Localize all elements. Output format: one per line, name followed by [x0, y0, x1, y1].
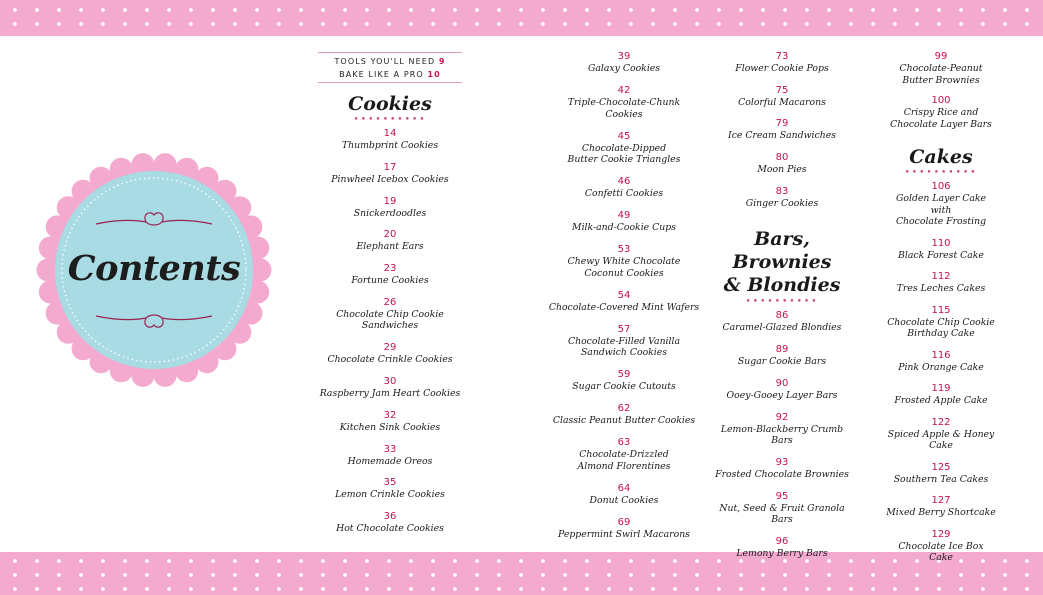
toc-entry[interactable]: [710, 117, 854, 142]
toc-page-number: 69: [617, 516, 631, 528]
toc-entry[interactable]: [312, 161, 468, 186]
toc-recipe-title: Mixed Berry Shortcake: [886, 507, 996, 518]
toc-recipe-title: Flower Cookie Pops: [735, 63, 829, 74]
toc-page-number: 20: [383, 229, 397, 241]
toc-page-number: 127: [931, 495, 951, 506]
toc-recipe-title: Thumbprint Cookies: [341, 140, 439, 151]
toc-page-number: 83: [775, 185, 789, 197]
toc-recipe-title: Donut Cookies: [589, 494, 659, 506]
toc-page-number: 96: [775, 536, 789, 548]
toc-entry[interactable]: [312, 409, 468, 434]
dot-divider: ••••••••••: [904, 168, 978, 178]
toc-page-number: 49: [617, 210, 631, 221]
toc-page-number: 100: [931, 95, 951, 106]
dot-divider: ••••••••••: [745, 297, 819, 308]
toc-page-number: 79: [775, 118, 789, 130]
toc-page-number: 62: [617, 403, 631, 414]
toc-page-number: 80: [775, 152, 789, 164]
toc-entry[interactable]: [312, 375, 468, 400]
toc-page-number: 17: [383, 161, 397, 173]
toc-page-number: 106: [931, 181, 951, 192]
toc-page-number: 29: [383, 342, 397, 354]
toc-page-number: 23: [383, 263, 397, 275]
toc-page-number: 129: [931, 528, 951, 540]
toc-page-number: 36: [383, 511, 397, 523]
toc-page-number: 54: [617, 289, 631, 301]
dot-divider: ••••••••••: [353, 115, 427, 125]
toc-entry[interactable]: [710, 185, 854, 210]
toc-recipe-title: Lemon-Blackberry Crumb Bars: [720, 423, 844, 447]
intro-label: BAKE LIKE A PRO: [339, 70, 424, 79]
toc-recipe-title: Galaxy Cookies: [587, 63, 661, 74]
toc-page-number: 42: [617, 85, 631, 96]
toc-entry[interactable]: [312, 127, 468, 152]
toc-entry[interactable]: [312, 296, 468, 332]
toc-recipe-title: Nut, Seed & Fruit Granola Bars: [719, 502, 845, 526]
toc-page-number: 64: [617, 482, 631, 494]
toc-entry[interactable]: [312, 341, 468, 366]
toc-recipe-title: Crispy Rice and Chocolate Layer Bars: [890, 107, 992, 130]
toc-page-number: 53: [617, 244, 631, 255]
toc-page-number: 115: [931, 304, 951, 316]
toc-entry[interactable]: [312, 228, 468, 253]
toc-recipe-title: Fortune Cookies: [351, 275, 429, 287]
toc-recipe-title: Chocolate-Peanut Butter Brownies: [899, 63, 983, 86]
toc-recipe-title: Sugar Cookie Cutouts: [572, 381, 676, 392]
toc-entry[interactable]: [312, 262, 468, 287]
toc-entry[interactable]: [886, 94, 996, 130]
toc-page-number: 46: [617, 176, 631, 187]
toc-recipe-title: Pinwheel Icebox Cookies: [331, 173, 449, 185]
toc-recipe-title: Ginger Cookies: [745, 197, 819, 209]
toc-page-number: 95: [775, 490, 789, 502]
bars-list: [710, 309, 854, 559]
toc-entry[interactable]: [710, 343, 854, 368]
toc-recipe-title: Chocolate Crinkle Cookies: [327, 354, 453, 366]
column-4: [886, 50, 996, 573]
toc-entry[interactable]: [548, 243, 700, 279]
toc-recipe-title: Ice Cream Sandwiches: [728, 130, 836, 142]
toc-page-number: 73: [775, 51, 789, 62]
toc-entry[interactable]: [548, 516, 700, 541]
toc-recipe-title: Hot Chocolate Cookies: [336, 523, 444, 535]
intro-links: [318, 52, 462, 83]
toc-page-number: 75: [775, 84, 789, 96]
intro-item-bake[interactable]: [318, 68, 462, 81]
toc-recipe-title: Chocolate-Filled Vanilla Sandwich Cookies: [567, 335, 681, 358]
toc-entry[interactable]: [548, 482, 700, 507]
toc-page-number: 93: [775, 457, 789, 469]
toc-page-number: 122: [931, 416, 951, 428]
toc-entry[interactable]: [312, 510, 468, 535]
bars-continued-list: [886, 50, 996, 130]
intro-item-tools[interactable]: [318, 55, 462, 68]
toc-recipe-title: Raspberry Jam Heart Cookies: [319, 388, 461, 400]
toc-entry[interactable]: [886, 237, 996, 262]
toc-page-number: 26: [383, 296, 397, 308]
toc-recipe-title: Golden Layer Cake with Chocolate Frosting: [895, 193, 987, 227]
toc-recipe-title: Moon Pies: [757, 164, 807, 176]
toc-page-number: 86: [775, 310, 789, 322]
contents-title: Contents: [67, 248, 241, 289]
toc-page-number: 119: [931, 383, 951, 394]
toc-recipe-title: Snickerdoodles: [353, 207, 427, 219]
toc-entry[interactable]: [548, 289, 700, 314]
column-1: [312, 50, 468, 544]
cookies-list: [312, 127, 468, 535]
toc-entry[interactable]: [710, 309, 854, 334]
toc-entry[interactable]: [886, 461, 996, 486]
toc-recipe-title: Pink Orange Cake: [898, 361, 984, 373]
toc-recipe-title: Classic Peanut Butter Cookies: [552, 415, 696, 426]
cookies-continued-list: [548, 50, 700, 540]
toc-recipe-title: Chocolate Ice Box Cake: [898, 540, 984, 563]
toc-entry[interactable]: [312, 476, 468, 501]
toc-page-number: 89: [775, 344, 789, 356]
toc-entry[interactable]: [886, 528, 996, 564]
toc-entry[interactable]: [886, 50, 996, 86]
intro-label: TOOLS YOU'LL NEED: [334, 57, 436, 66]
toc-entry[interactable]: [548, 50, 700, 75]
toc-page-number: 125: [931, 461, 951, 473]
toc-page-number: 30: [383, 376, 397, 388]
toc-recipe-title: Homemade Oreos: [347, 455, 433, 467]
toc-entry[interactable]: [548, 323, 700, 359]
toc-recipe-title: Sugar Cookie Bars: [737, 356, 827, 368]
toc-recipe-title: Chocolate-Dipped Butter Cookie Triangles: [567, 142, 681, 165]
toc-recipe-title: Colorful Macarons: [738, 96, 826, 108]
toc-recipe-title: Chocolate Chip Cookie Sandwiches: [336, 308, 444, 332]
toc-entry[interactable]: [710, 535, 854, 560]
toc-entry[interactable]: [886, 416, 996, 452]
toc-page-number: 99: [934, 51, 948, 62]
toc-entry[interactable]: [710, 50, 854, 75]
toc-entry[interactable]: [548, 209, 700, 234]
toc-recipe-title: Chocolate-Covered Mint Wafers: [548, 301, 700, 313]
toc-entry[interactable]: [710, 456, 854, 481]
toc-recipe-title: Chewy White Chocolate Coconut Cookies: [567, 256, 681, 279]
top-star-border: [0, 0, 1043, 36]
toc-recipe-title: Milk-and-Cookie Cups: [572, 222, 676, 233]
toc-entry[interactable]: [886, 180, 996, 228]
toc-recipe-title: Chocolate-Drizzled Almond Florentines: [577, 449, 671, 472]
toc-page-number: 110: [931, 237, 951, 249]
column-2: [548, 50, 700, 550]
section-heading-cookies: Cookies: [348, 93, 432, 115]
toc-recipe-title: Ooey-Gooey Layer Bars: [726, 390, 838, 402]
toc-page-number: 14: [383, 128, 397, 139]
toc-page-number: 45: [617, 130, 631, 142]
toc-recipe-title: Frosted Chocolate Brownies: [715, 469, 849, 481]
toc-entry[interactable]: [548, 175, 700, 200]
toc-entry[interactable]: [886, 382, 996, 407]
intro-page: 10: [427, 70, 441, 79]
toc-entry[interactable]: [710, 377, 854, 402]
toc-recipe-title: Black Forest Cake: [898, 249, 984, 261]
toc-recipe-title: Tres Leches Cakes: [896, 283, 986, 294]
toc-entry[interactable]: [886, 270, 996, 295]
toc-entry[interactable]: [312, 195, 468, 220]
toc-page-number: 59: [617, 369, 631, 380]
toc-page-number: 19: [383, 195, 397, 207]
cookies-more-list: [710, 50, 854, 209]
toc-entry[interactable]: [886, 304, 996, 340]
toc-entry[interactable]: [710, 411, 854, 447]
toc-page-number: 116: [931, 349, 951, 361]
toc-page-number: 32: [383, 409, 397, 421]
column-3: [710, 50, 854, 569]
toc-recipe-title: Triple-Chocolate-Chunk Cookies: [567, 97, 681, 120]
toc-recipe-title: Frosted Apple Cake: [894, 395, 988, 406]
toc-page-number: 33: [383, 443, 397, 455]
toc-entry[interactable]: [886, 494, 996, 519]
toc-entry[interactable]: [548, 436, 700, 472]
toc-recipe-title: Caramel-Glazed Blondies: [722, 322, 842, 334]
toc-entry[interactable]: [548, 402, 700, 427]
toc-page-number: 90: [775, 378, 789, 390]
toc-page-number: 92: [775, 411, 789, 423]
toc-page-number: 112: [931, 271, 951, 282]
toc-recipe-title: Confetti Cookies: [584, 188, 664, 199]
toc-entry[interactable]: [548, 368, 700, 393]
toc-recipe-title: Lemony Berry Bars: [736, 548, 828, 560]
toc-entry[interactable]: [710, 490, 854, 526]
toc-recipe-title: Spiced Apple & Honey Cake: [887, 428, 995, 451]
toc-entry[interactable]: [710, 151, 854, 176]
toc-recipe-title: Lemon Crinkle Cookies: [335, 489, 445, 501]
toc-page-number: 57: [617, 323, 631, 335]
toc-entry[interactable]: [886, 349, 996, 374]
toc-page-number: 39: [617, 51, 631, 62]
toc-recipe-title: Kitchen Sink Cookies: [339, 421, 441, 433]
toc-recipe-title: Southern Tea Cakes: [893, 473, 989, 485]
toc-entry[interactable]: [548, 130, 700, 166]
cakes-list: [886, 180, 996, 564]
toc-entry[interactable]: [710, 84, 854, 109]
section-heading-bars: Bars, Brownies & Blondies: [723, 228, 841, 297]
toc-recipe-title: Peppermint Swirl Macarons: [558, 528, 690, 540]
toc-recipe-title: Chocolate Chip Cookie Birthday Cake: [887, 316, 995, 339]
toc-recipe-title: Elephant Ears: [356, 241, 424, 253]
intro-page: 9: [438, 57, 446, 66]
contents-badge: [36, 152, 272, 388]
section-heading-cakes: Cakes: [909, 146, 973, 168]
toc-page-number: 35: [383, 477, 397, 489]
toc-entry[interactable]: [312, 443, 468, 468]
toc-entry[interactable]: [548, 84, 700, 120]
toc-page-number: 63: [617, 437, 631, 448]
